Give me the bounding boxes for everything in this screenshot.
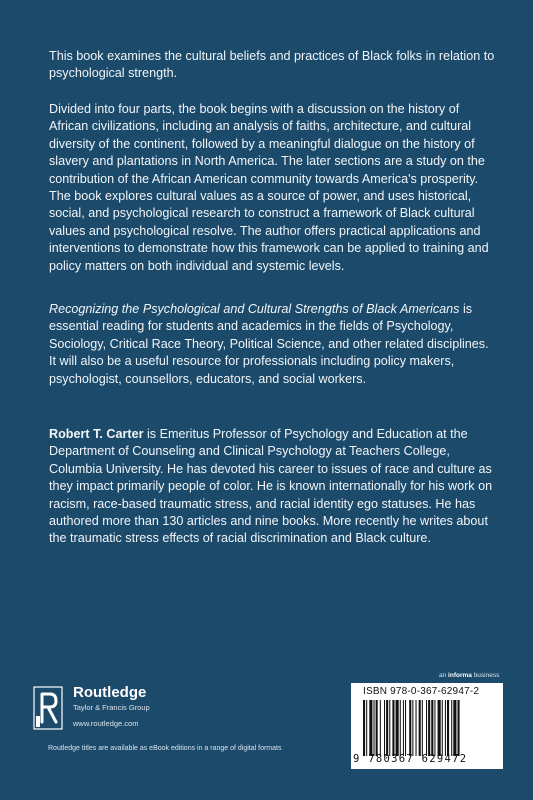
publisher-url: www.routledge.com	[73, 719, 139, 728]
audience-paragraph	[49, 301, 499, 388]
publisher-logo	[33, 684, 253, 736]
audience-text: is essential reading for students and academics in the fields of Psychology, Sociology, Critical Race Theory, Political Science, and other related disciplines. It will also be a useful resource for professionals including policy makers, psychologist, counsellors, educators, and social workers.	[49, 302, 489, 386]
author-name: Robert T. Carter	[49, 427, 144, 441]
publisher-name: Routledge	[73, 684, 147, 701]
description-paragraph: Divided into four parts, the book begins with a discussion on the history of African civilizations, including an analysis of faiths, architecture, and cultural diversity of the continent, followed by a meaningful dialogue on the history of slavery and plantations in North America. The later sections are a study on the contribution of the African American community towards America's prosperity. The book explores cultural values as a source of power, and uses historical, social, and psychological research to construct a framework of Black cultural values and psychological resolve. The author offers practical applications and interventions to demonstrate how this framework can be applied to training and policy matters on both individual and systemic levels.	[49, 102, 489, 273]
barcode-panel	[351, 683, 503, 769]
book-title-italic: Recognizing the Psychological and Cultural Strengths of Black Americans	[49, 302, 460, 316]
barcode-digits: 9 780367 629472	[353, 753, 468, 765]
routledge-logo-icon	[33, 686, 63, 730]
author-bio-paragraph	[49, 426, 499, 548]
isbn-label: ISBN 978-0-367-62947-2	[363, 686, 480, 697]
ebook-note: Routledge titles are available as eBook editions in a range of digital formats	[48, 745, 282, 752]
intro-paragraph: This book examines the cultural beliefs and practices of Black folks in relation to psychological strength.	[49, 49, 495, 81]
informa-business-label: an informa business	[439, 672, 500, 679]
barcode-icon	[363, 700, 491, 756]
publisher-group: Taylor & Francis Group	[73, 703, 150, 712]
author-bio-text: is Emeritus Professor of Psychology and Education at the Department of Counseling and Clinical Psychology at Teachers College, Columbia University. He has devoted his career to issues of race and culture as they impact primarily people of color. He is known internationally for his work on racism, race-based traumatic stress, and racial identity ego statuses. He has authored more than 130 articles and nine books. More recently he writes about the traumatic stress effects of racial discrimination and Black culture.	[49, 427, 493, 546]
informa-brand: informa	[448, 672, 472, 679]
